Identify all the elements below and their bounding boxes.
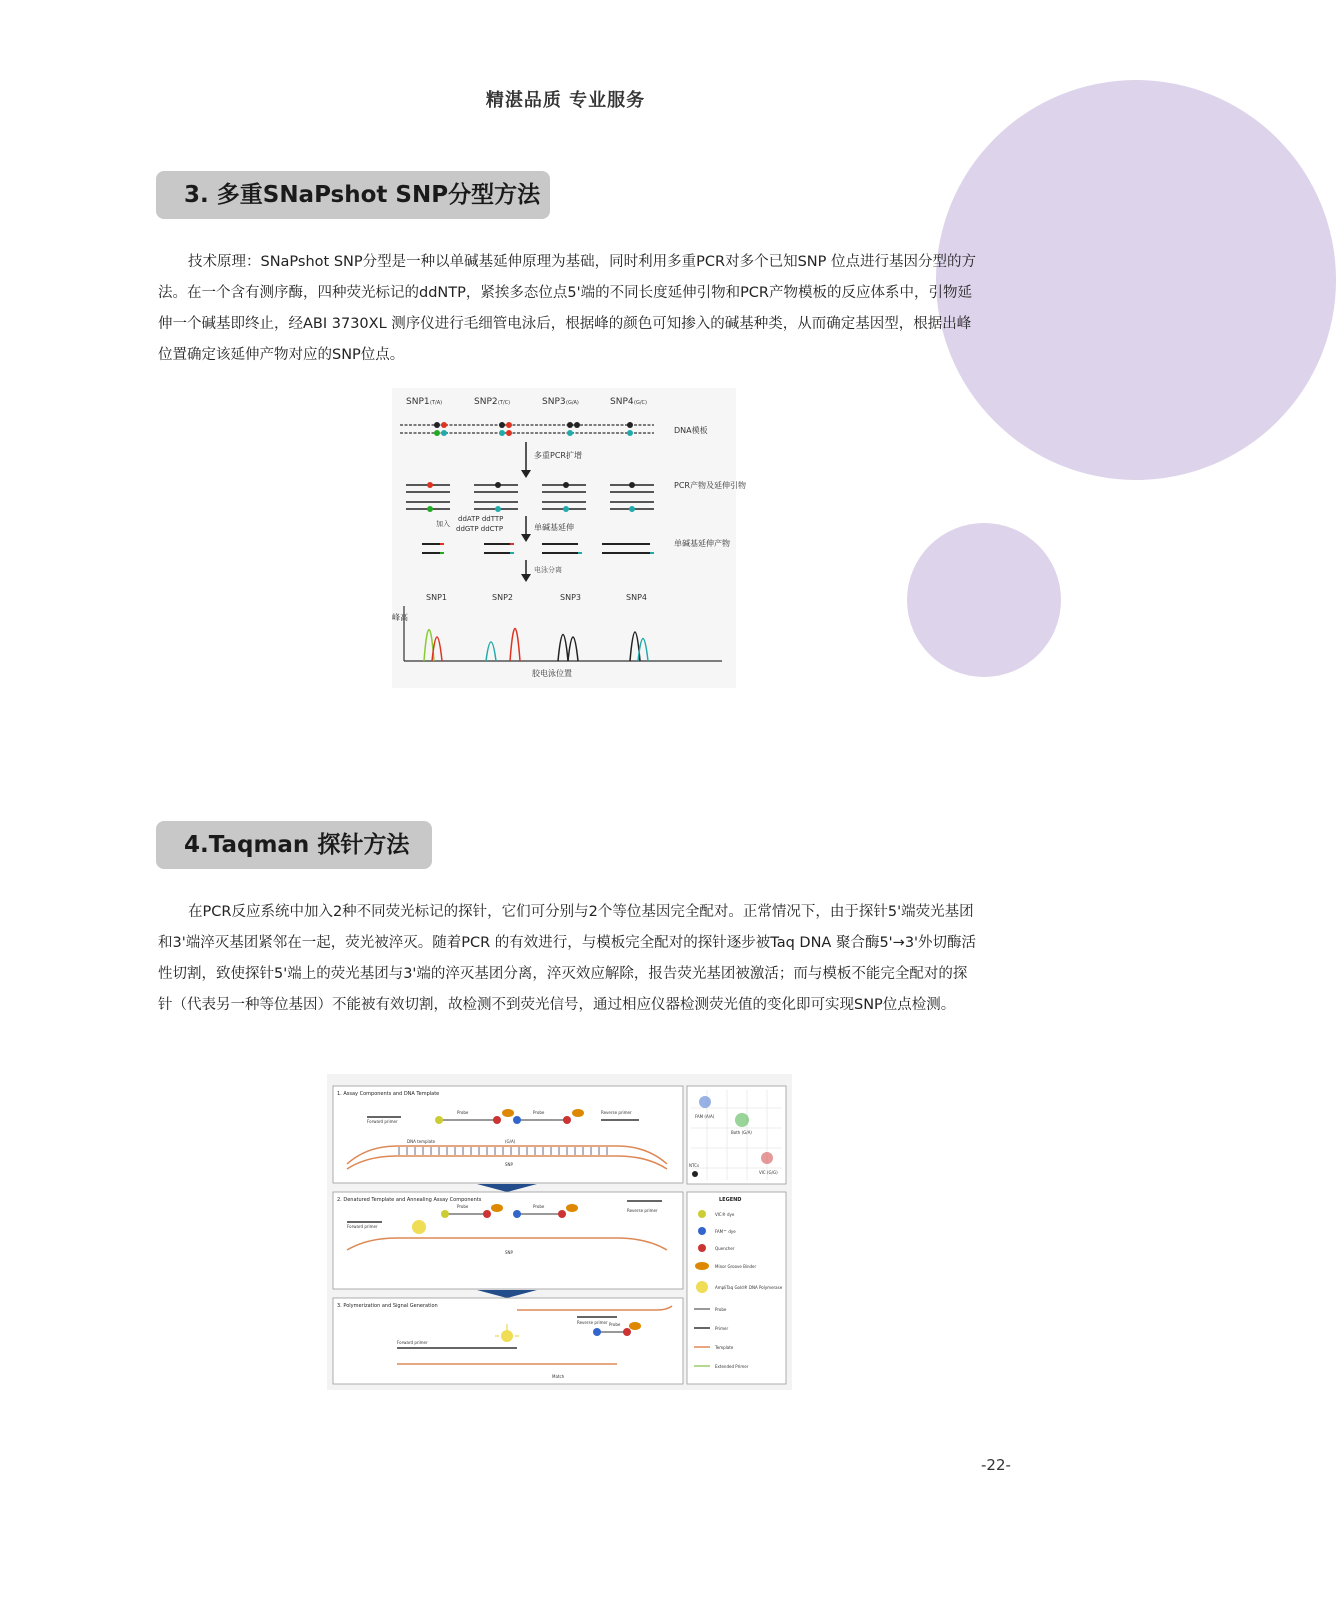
reverse-primer-label: Reverse primer [577,1320,608,1325]
probe-label: Probe [609,1322,621,1327]
taqman-figure [327,1074,792,1390]
y-axis-label: 峰高 [392,613,408,622]
legend-item: VIC® dye [715,1212,735,1217]
panel1-title: 1. Assay Components and DNA Template [337,1091,440,1097]
forward-primer-label: Forward primer [347,1224,378,1229]
page-header: 精湛品质 专业服务 [485,90,646,111]
legend-item: Quencher [715,1246,735,1251]
dna-template-label: DNA template [407,1139,436,1144]
probe-label: Probe [457,1204,469,1209]
extension-product-label: 单碱基延伸产物 [674,539,730,548]
snapshot-figure [392,388,746,688]
paragraph-snapshot: 技术原理：SNaPshot SNP分型是一种以单碱基延伸原理为基础，同时利用多重PCR对多个已知SNP 位点进行基因分型的方法。在一个含有测序酶，四种荧光标记的ddNTP，紧挨多态位点5'端的不同长度延伸引物和PCR产物模板的反应体系中，引物延伸一个碱基即终止，经ABI 3730XL 测序仪进行毛细管电泳后，根据峰的颜色可知掺入的碱基种类，从而确定基因型，根据出峰位置确定该延伸产物对应的SNP位点。 [158,254,976,363]
ddntp-line2: ddGTP ddCTP [456,525,504,533]
legend-item: Template [715,1345,734,1350]
snp-sub: (G/A) [566,400,579,406]
plot-label: FAM (A/A) [695,1114,715,1119]
reverse-primer-label: Reverse primer [601,1110,632,1115]
legend-title: LEGEND [719,1197,742,1203]
paragraph-taqman: 在PCR反应系统中加入2种不同荧光标记的探针，它们可分别与2个等位基因完全配对。正常情况下，由于探针5'端荧光基团和3'端淬灭基团紧邻在一起，荧光被淬灭。随着PCR 的有效进行，与模板完全配对的探针逐步被Taq DNA 聚合酶5'→3'外切酶活性切割，致使探针5'端上的荧光基团与3'端的淬灭基团分离，淬灭效应解除，报告荧光基团被激活；而与模板不能完全配对的探针（代表另一种等位基因）不能被有效切割，故检测不到荧光信号，通过相应仪器检测荧光值的变化即可实现SNP位点检测。 [158,904,977,1013]
legend-item: AmpliTaq Gold® DNA Polymerase [715,1285,783,1290]
snp-header: SNP1 [406,397,430,407]
snp-sub: (T/C) [498,400,511,406]
legend-item: Minor Groove Binder [715,1264,757,1269]
step-electrophoresis-label: 电泳分离 [534,566,562,574]
snp-label: SNP [505,1250,513,1255]
snp-header: SNP4 [610,397,634,407]
reverse-primer-label: Reverse primer [627,1208,658,1213]
legend-item: Extended Primer [715,1364,749,1369]
allele-label: (G/A) [505,1139,516,1144]
probe-label: Probe [533,1110,545,1115]
legend-item: Primer [715,1326,729,1331]
step-pcr-label: 多重PCR扩增 [534,451,582,460]
plot-label: NTCs [689,1163,700,1168]
ddntp-line1: ddATP ddTTP [458,515,504,523]
snp-label: SNP [505,1162,513,1167]
section-title-taqman: 4.Taqman 探针方法 [156,821,432,869]
peak-snp-label: SNP1 [426,593,447,602]
snp-sub: (G/C) [634,400,647,406]
legend-item: Probe [715,1307,727,1312]
forward-primer-label: Forward primer [397,1340,428,1345]
decorative-circle-small [907,523,1061,677]
step-extension-label: 单碱基延伸 [534,523,574,532]
legend-item: FAM™ dye [715,1229,736,1234]
dna-template-label: DNA模板 [674,426,708,435]
panel3-title: 3. Polymerization and Signal Generation [337,1303,438,1309]
plot-label: Both (G/A) [731,1130,752,1135]
section-title-snapshot: 3. 多重SNaPshot SNP分型方法 [156,171,550,219]
peak-snp-label: SNP2 [492,593,513,602]
decorative-circle-large [936,80,1336,480]
forward-primer-label: Forward primer [367,1119,398,1124]
peak-snp-label: SNP3 [560,593,581,602]
snp-header: SNP2 [474,397,498,407]
panel2-title: 2. Denatured Template and Annealing Assay Components [337,1197,482,1203]
add-label: 加入 [436,520,450,528]
plot-label: VIC (G/G) [759,1170,778,1175]
probe-label: Probe [457,1110,469,1115]
snp-sub: (T/A) [430,400,443,406]
peak-snp-label: SNP4 [626,593,647,602]
match-label: Match [552,1374,565,1379]
x-axis-label: 胶电泳位置 [532,669,572,678]
probe-label: Probe [533,1204,545,1209]
snp-header: SNP3 [542,397,566,407]
page-number: -22- [981,1456,1011,1474]
pcr-product-label: PCR产物及延伸引物 [674,481,746,490]
